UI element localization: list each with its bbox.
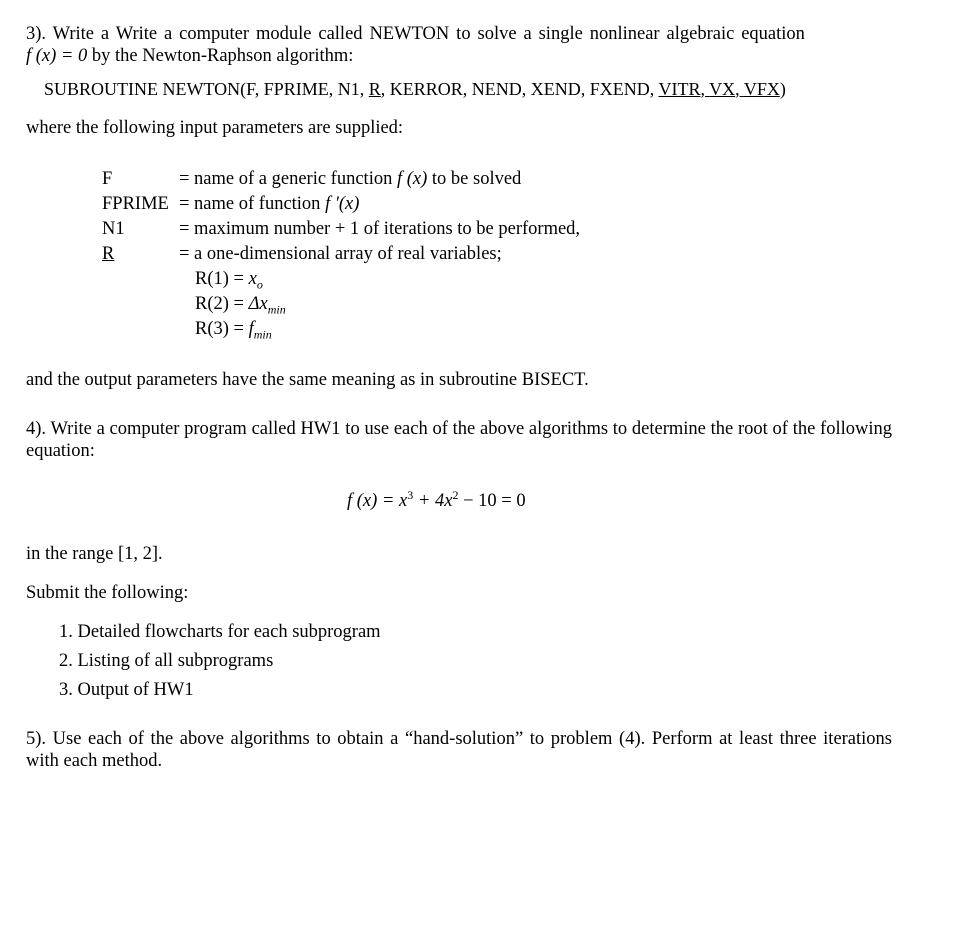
param-desc-fprime <box>179 193 359 215</box>
signature-close: ) <box>779 79 786 99</box>
r-item-1 <box>195 268 263 290</box>
param-name-n1: N1 <box>102 219 125 239</box>
r-item-label: R(2) = <box>195 294 249 314</box>
inputs-intro: where the following input parameters are supplied: <box>26 118 404 138</box>
param-desc-text: = name of a generic function <box>179 169 397 189</box>
param-desc-r: = a one-dimensional array of real variables; <box>179 244 502 264</box>
signature-sep: , <box>700 79 710 99</box>
list-item: 1. Detailed flowcharts for each subprogram <box>59 622 381 642</box>
q3-line2-text: by the Newton-Raphson algorithm: <box>87 46 354 66</box>
signature-param-r: R <box>368 79 381 99</box>
r-item-sub: min <box>267 302 286 317</box>
r-item-math: x <box>248 269 257 289</box>
r-item-label: R(3) = <box>195 319 249 339</box>
equation-lhs: f (x) = x <box>347 491 408 511</box>
param-name-f: F <box>102 169 113 189</box>
param-desc-text: = name of function <box>179 194 326 214</box>
param-name-fprime: FPRIME <box>102 194 169 214</box>
equation-f-zero: f (x) = 0 <box>26 46 88 66</box>
param-math: f (x) <box>396 169 428 189</box>
r-item-math: Δx <box>248 294 268 314</box>
q4-text: 4). Write a computer program called HW1 to use each of the above algorithms to determine the root of the following equation: <box>26 419 892 461</box>
r-item-3 <box>195 318 272 340</box>
signature-middle: , KERROR, NEND, XEND, FXEND, <box>380 79 659 99</box>
q3-line2 <box>26 45 353 67</box>
list-item: 2. Listing of all subprograms <box>59 651 274 671</box>
q5-text: 5). Use each of the above algorithms to obtain a “hand-solution” to problem (4). Perform at least three iterations with each method. <box>26 729 892 771</box>
equation-exponent: 3 <box>407 487 414 502</box>
r-item-sub: min <box>253 327 272 342</box>
param-desc-after: to be solved <box>427 169 522 189</box>
r-item-2 <box>195 293 286 315</box>
subroutine-signature <box>44 78 786 100</box>
q3-line1: 3). Write a Write a computer module called NEWTON to solve a single nonlinear algebraic equation <box>26 24 805 44</box>
equation-exponent: 2 <box>452 487 459 502</box>
outputs-note: and the output parameters have the same meaning as in subroutine BISECT. <box>26 370 589 390</box>
list-item: 3. Output of HW1 <box>59 680 194 700</box>
param-math: f ′(x) <box>325 194 360 214</box>
signature-prefix: SUBROUTINE NEWTON(F, FPRIME, N1, <box>44 79 369 99</box>
range-text: in the range [1, 2]. <box>26 544 163 564</box>
equation-rest: − 10 = 0 <box>458 491 526 511</box>
param-name-r: R <box>102 244 115 264</box>
param-desc-n1: = maximum number + 1 of iterations to be performed, <box>179 219 581 239</box>
equation-main <box>347 487 526 512</box>
signature-sep: , <box>735 79 744 99</box>
param-desc-f <box>179 168 521 190</box>
r-item-label: R(1) = <box>195 269 249 289</box>
signature-param-vx: VX <box>709 79 736 99</box>
equation-term: + 4x <box>413 491 453 511</box>
signature-param-vfx: VFX <box>743 79 780 99</box>
r-item-sub: o <box>256 277 263 292</box>
r-item-math: f <box>248 319 254 339</box>
submit-intro: Submit the following: <box>26 583 189 603</box>
signature-param-vitr: VITR <box>658 79 701 99</box>
